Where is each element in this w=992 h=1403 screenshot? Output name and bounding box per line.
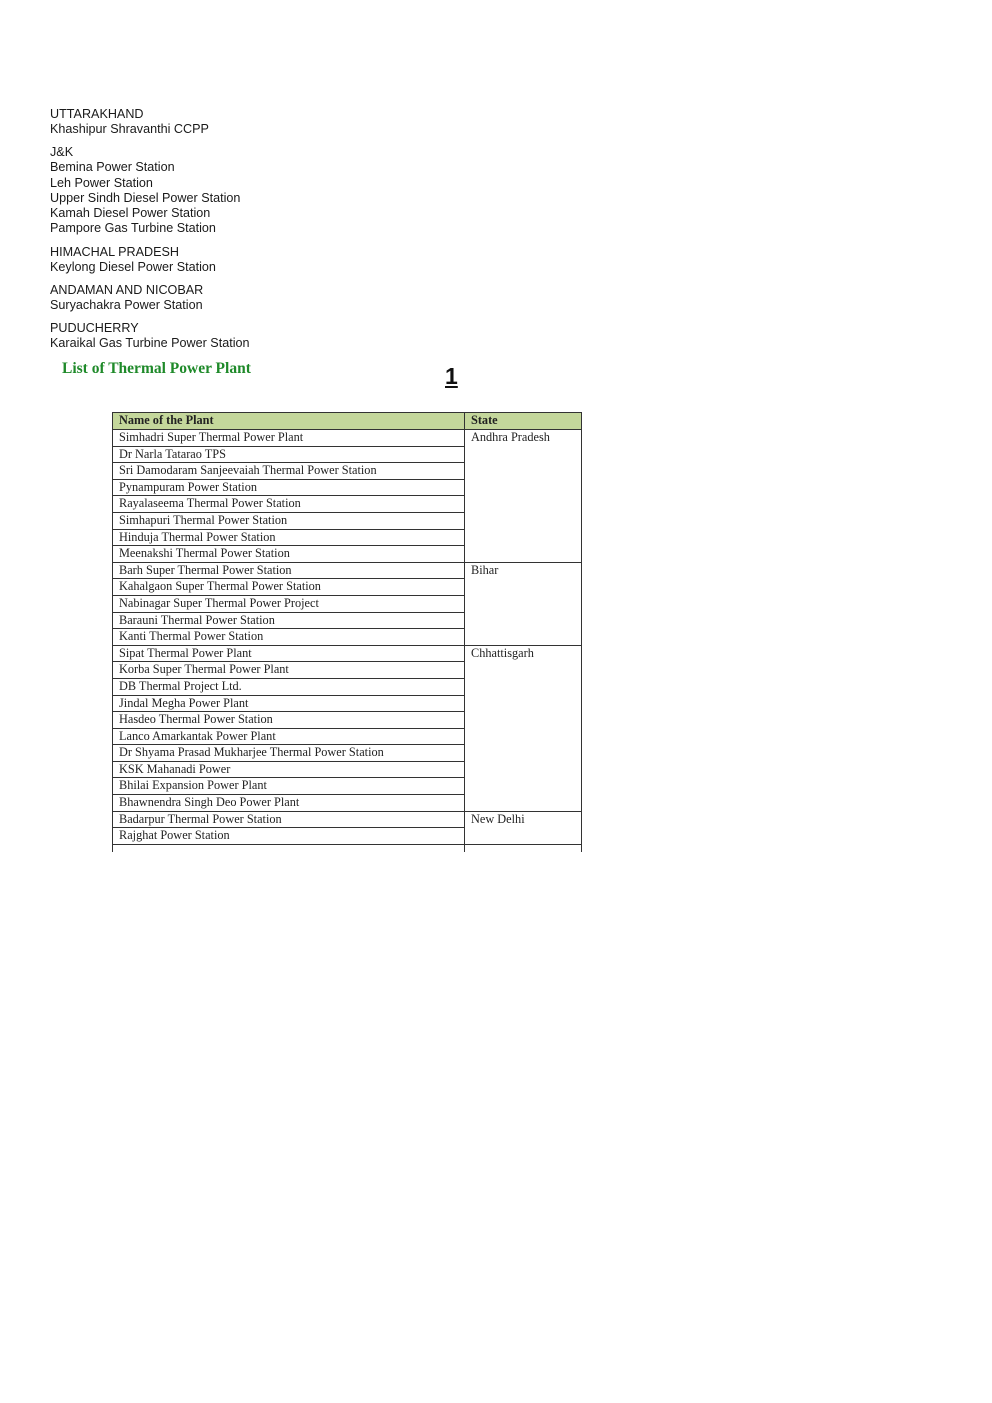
header-plant-name: Name of the Plant (113, 413, 465, 430)
table-row (113, 645, 582, 662)
plant-name-cell: Korba Super Thermal Power Plant (113, 662, 465, 679)
table-row-truncated (113, 844, 582, 852)
state-group (50, 245, 216, 276)
page-number: 1 (445, 363, 458, 389)
plant-name-cell: Lanco Amarkantak Power Plant (113, 728, 465, 745)
plant-name-cell (113, 844, 465, 852)
plant-name-cell: Dr Narla Tatarao TPS (113, 446, 465, 463)
plant-name-cell: Rayalaseema Thermal Power Station (113, 496, 465, 513)
state-group (50, 283, 203, 314)
state-cell (465, 844, 582, 852)
plant-name: Kamah Diesel Power Station (50, 206, 211, 221)
plant-name-cell: Sipat Thermal Power Plant (113, 645, 465, 662)
state-heading: HIMACHAL PRADESH (50, 245, 179, 259)
plant-name: Upper Sindh Diesel Power Station (50, 190, 241, 205)
plant-name-cell: Jindal Megha Power Plant (113, 695, 465, 712)
table-row (113, 430, 582, 447)
plant-name-cell: Nabinagar Super Thermal Power Project (113, 595, 465, 612)
header-state: State (465, 413, 582, 430)
plant-name-cell: Barh Super Thermal Power Station (113, 562, 465, 579)
state-cell: Andhra Pradesh (465, 430, 582, 563)
table-header-row (113, 413, 582, 430)
plant-name: Pampore Gas Turbine Station (50, 221, 216, 236)
plant-name-cell: Kanti Thermal Power Station (113, 629, 465, 646)
plant-name-cell: Simhapuri Thermal Power Station (113, 512, 465, 529)
plant-name-cell: Badarpur Thermal Power Station (113, 811, 465, 828)
plant-name-cell: KSK Mahanadi Power (113, 761, 465, 778)
plant-name-cell: Rajghat Power Station (113, 828, 465, 845)
plant-name-cell: Hasdeo Thermal Power Station (113, 712, 465, 729)
state-cell: New Delhi (465, 811, 582, 844)
state-heading: ANDAMAN AND NICOBAR (50, 283, 204, 297)
state-heading: UTTARAKHAND (50, 107, 144, 121)
state-group (50, 321, 250, 352)
plant-name-cell: Kahalgaon Super Thermal Power Station (113, 579, 465, 596)
state-group (50, 107, 209, 138)
state-heading: PUDUCHERRY (50, 321, 139, 335)
plant-name-cell: Pynampuram Power Station (113, 479, 465, 496)
plant-name: Karaikal Gas Turbine Power Station (50, 336, 250, 351)
plant-name-cell: Simhadri Super Thermal Power Plant (113, 430, 465, 447)
state-group (50, 145, 240, 237)
plant-name-cell: Barauni Thermal Power Station (113, 612, 465, 629)
plant-name-cell: Sri Damodaram Sanjeevaiah Thermal Power Station (113, 463, 465, 480)
thermal-plant-table (112, 412, 582, 852)
state-cell: Bihar (465, 562, 582, 645)
plant-name-cell: Meenakshi Thermal Power Station (113, 546, 465, 563)
plant-name-cell: Dr Shyama Prasad Mukharjee Thermal Power Station (113, 745, 465, 762)
table-row (113, 562, 582, 579)
plant-name: Khashipur Shravanthi CCPP (50, 122, 209, 137)
state-heading: J&K (50, 145, 74, 159)
plant-name: Suryachakra Power Station (50, 298, 203, 313)
thermal-plant-table-container (112, 412, 582, 852)
state-cell: Chhattisgarh (465, 645, 582, 811)
plant-name-cell: DB Thermal Project Ltd. (113, 678, 465, 695)
plant-name: Bemina Power Station (50, 160, 175, 175)
plant-name: Leh Power Station (50, 175, 153, 190)
section-title: List of Thermal Power Plant (62, 360, 251, 377)
table-row (113, 811, 582, 828)
plant-name: Keylong Diesel Power Station (50, 260, 216, 275)
plant-name-cell: Hinduja Thermal Power Station (113, 529, 465, 546)
plant-name-cell: Bhawnendra Singh Deo Power Plant (113, 795, 465, 812)
plant-name-cell: Bhilai Expansion Power Plant (113, 778, 465, 795)
